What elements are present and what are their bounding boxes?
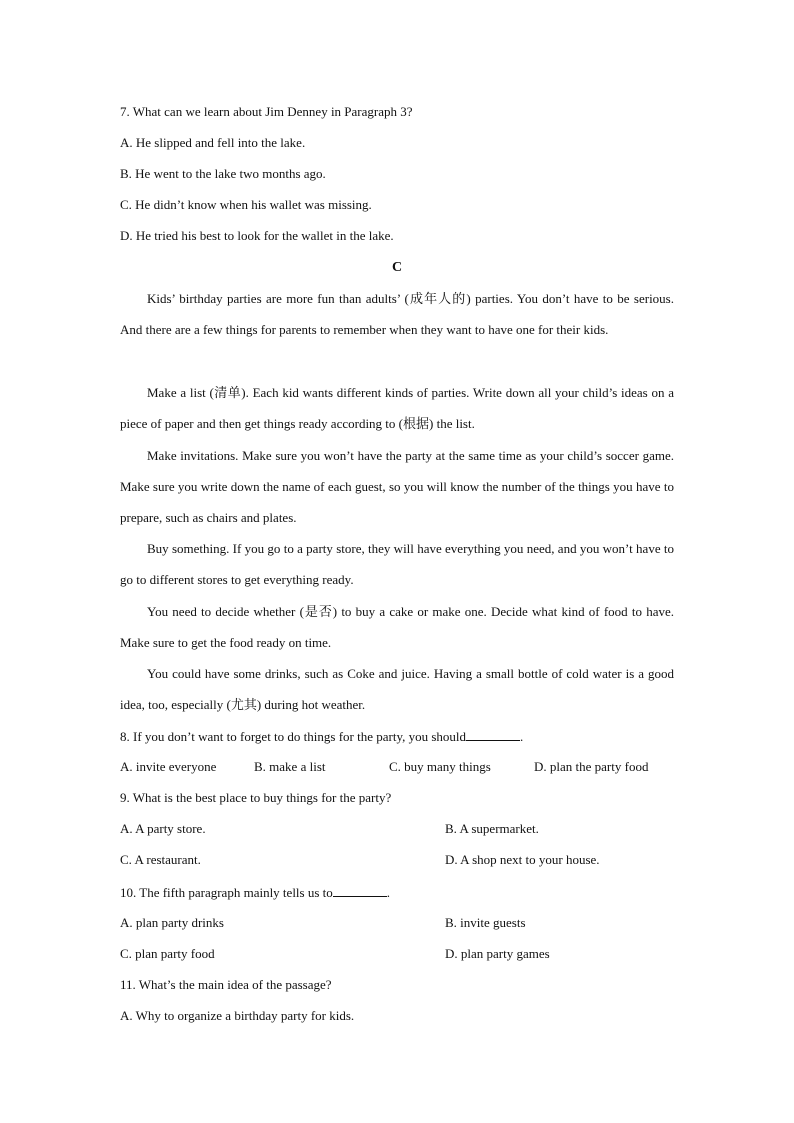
question-11-stem: 11. What’s the main idea of the passage? [120, 977, 332, 992]
question-7-option-a: A. He slipped and fell into the lake. [120, 135, 306, 150]
question-7-stem: 7. What can we learn about Jim Denney in Paragraph 3? [120, 104, 413, 119]
passage-paragraph-6: You could have some drinks, such as Coke and juice. Having a small bottle of cold water is a good idea, too, especially (尤其) during hot weather. [120, 666, 674, 713]
question-8-option-c: C. buy many things [389, 759, 491, 774]
answer-blank [466, 728, 520, 741]
question-9-option-a: A. A party store. [120, 821, 206, 836]
question-10-option-c: C. plan party food [120, 946, 215, 961]
question-9-option-c: C. A restaurant. [120, 852, 201, 867]
question-9-stem: 9. What is the best place to buy things for the party? [120, 790, 392, 805]
question-10-option-d: D. plan party games [445, 946, 550, 961]
question-9-option-d: D. A shop next to your house. [445, 852, 600, 867]
passage-paragraph-1: Kids’ birthday parties are more fun than adults’ (成年人的) parties. You don’t have to be serious. And there are a few things for parents to remember when they want to have one for their kids. [120, 291, 674, 338]
question-7-option-c: C. He didn’t know when his wallet was missing. [120, 197, 372, 212]
question-9-option-b: B. A supermarket. [445, 821, 539, 836]
passage-paragraph-5: You need to decide whether (是否) to buy a cake or make one. Decide what kind of food to have. Make sure to get the food ready on time. [120, 604, 674, 651]
passage-paragraph-2: Make a list (清单). Each kid wants different kinds of parties. Write down all your child’s ideas on a piece of paper and then get things ready according to (根据) the list. [120, 385, 674, 432]
question-8-option-a: A. invite everyone [120, 759, 217, 774]
question-10-stem: 10. The fifth paragraph mainly tells us to . [120, 885, 391, 900]
question-7-option-d: D. He tried his best to look for the wallet in the lake. [120, 228, 394, 243]
question-8-stem: 8. If you don’t want to forget to do things for the party, you should . [120, 729, 524, 744]
question-10-option-a: A. plan party drinks [120, 915, 224, 930]
passage-paragraph-4: Buy something. If you go to a party store, they will have everything you need, and you won’t have to go to different stores to get everything ready. [120, 541, 674, 588]
section-title: C [391, 260, 403, 275]
passage-paragraph-3: Make invitations. Make sure you won’t have the party at the same time as your child’s soccer game. Make sure you write down the name of each guest, so you will know the number of the things you have to prepare, such as chairs and plates. [120, 448, 674, 526]
question-7-option-b: B. He went to the lake two months ago. [120, 166, 326, 181]
answer-blank [333, 884, 387, 897]
question-10-option-b: B. invite guests [445, 915, 526, 930]
question-8-option-d: D. plan the party food [534, 759, 649, 774]
question-8-option-b: B. make a list [254, 759, 326, 774]
question-11-option-a: A. Why to organize a birthday party for kids. [120, 1008, 355, 1023]
